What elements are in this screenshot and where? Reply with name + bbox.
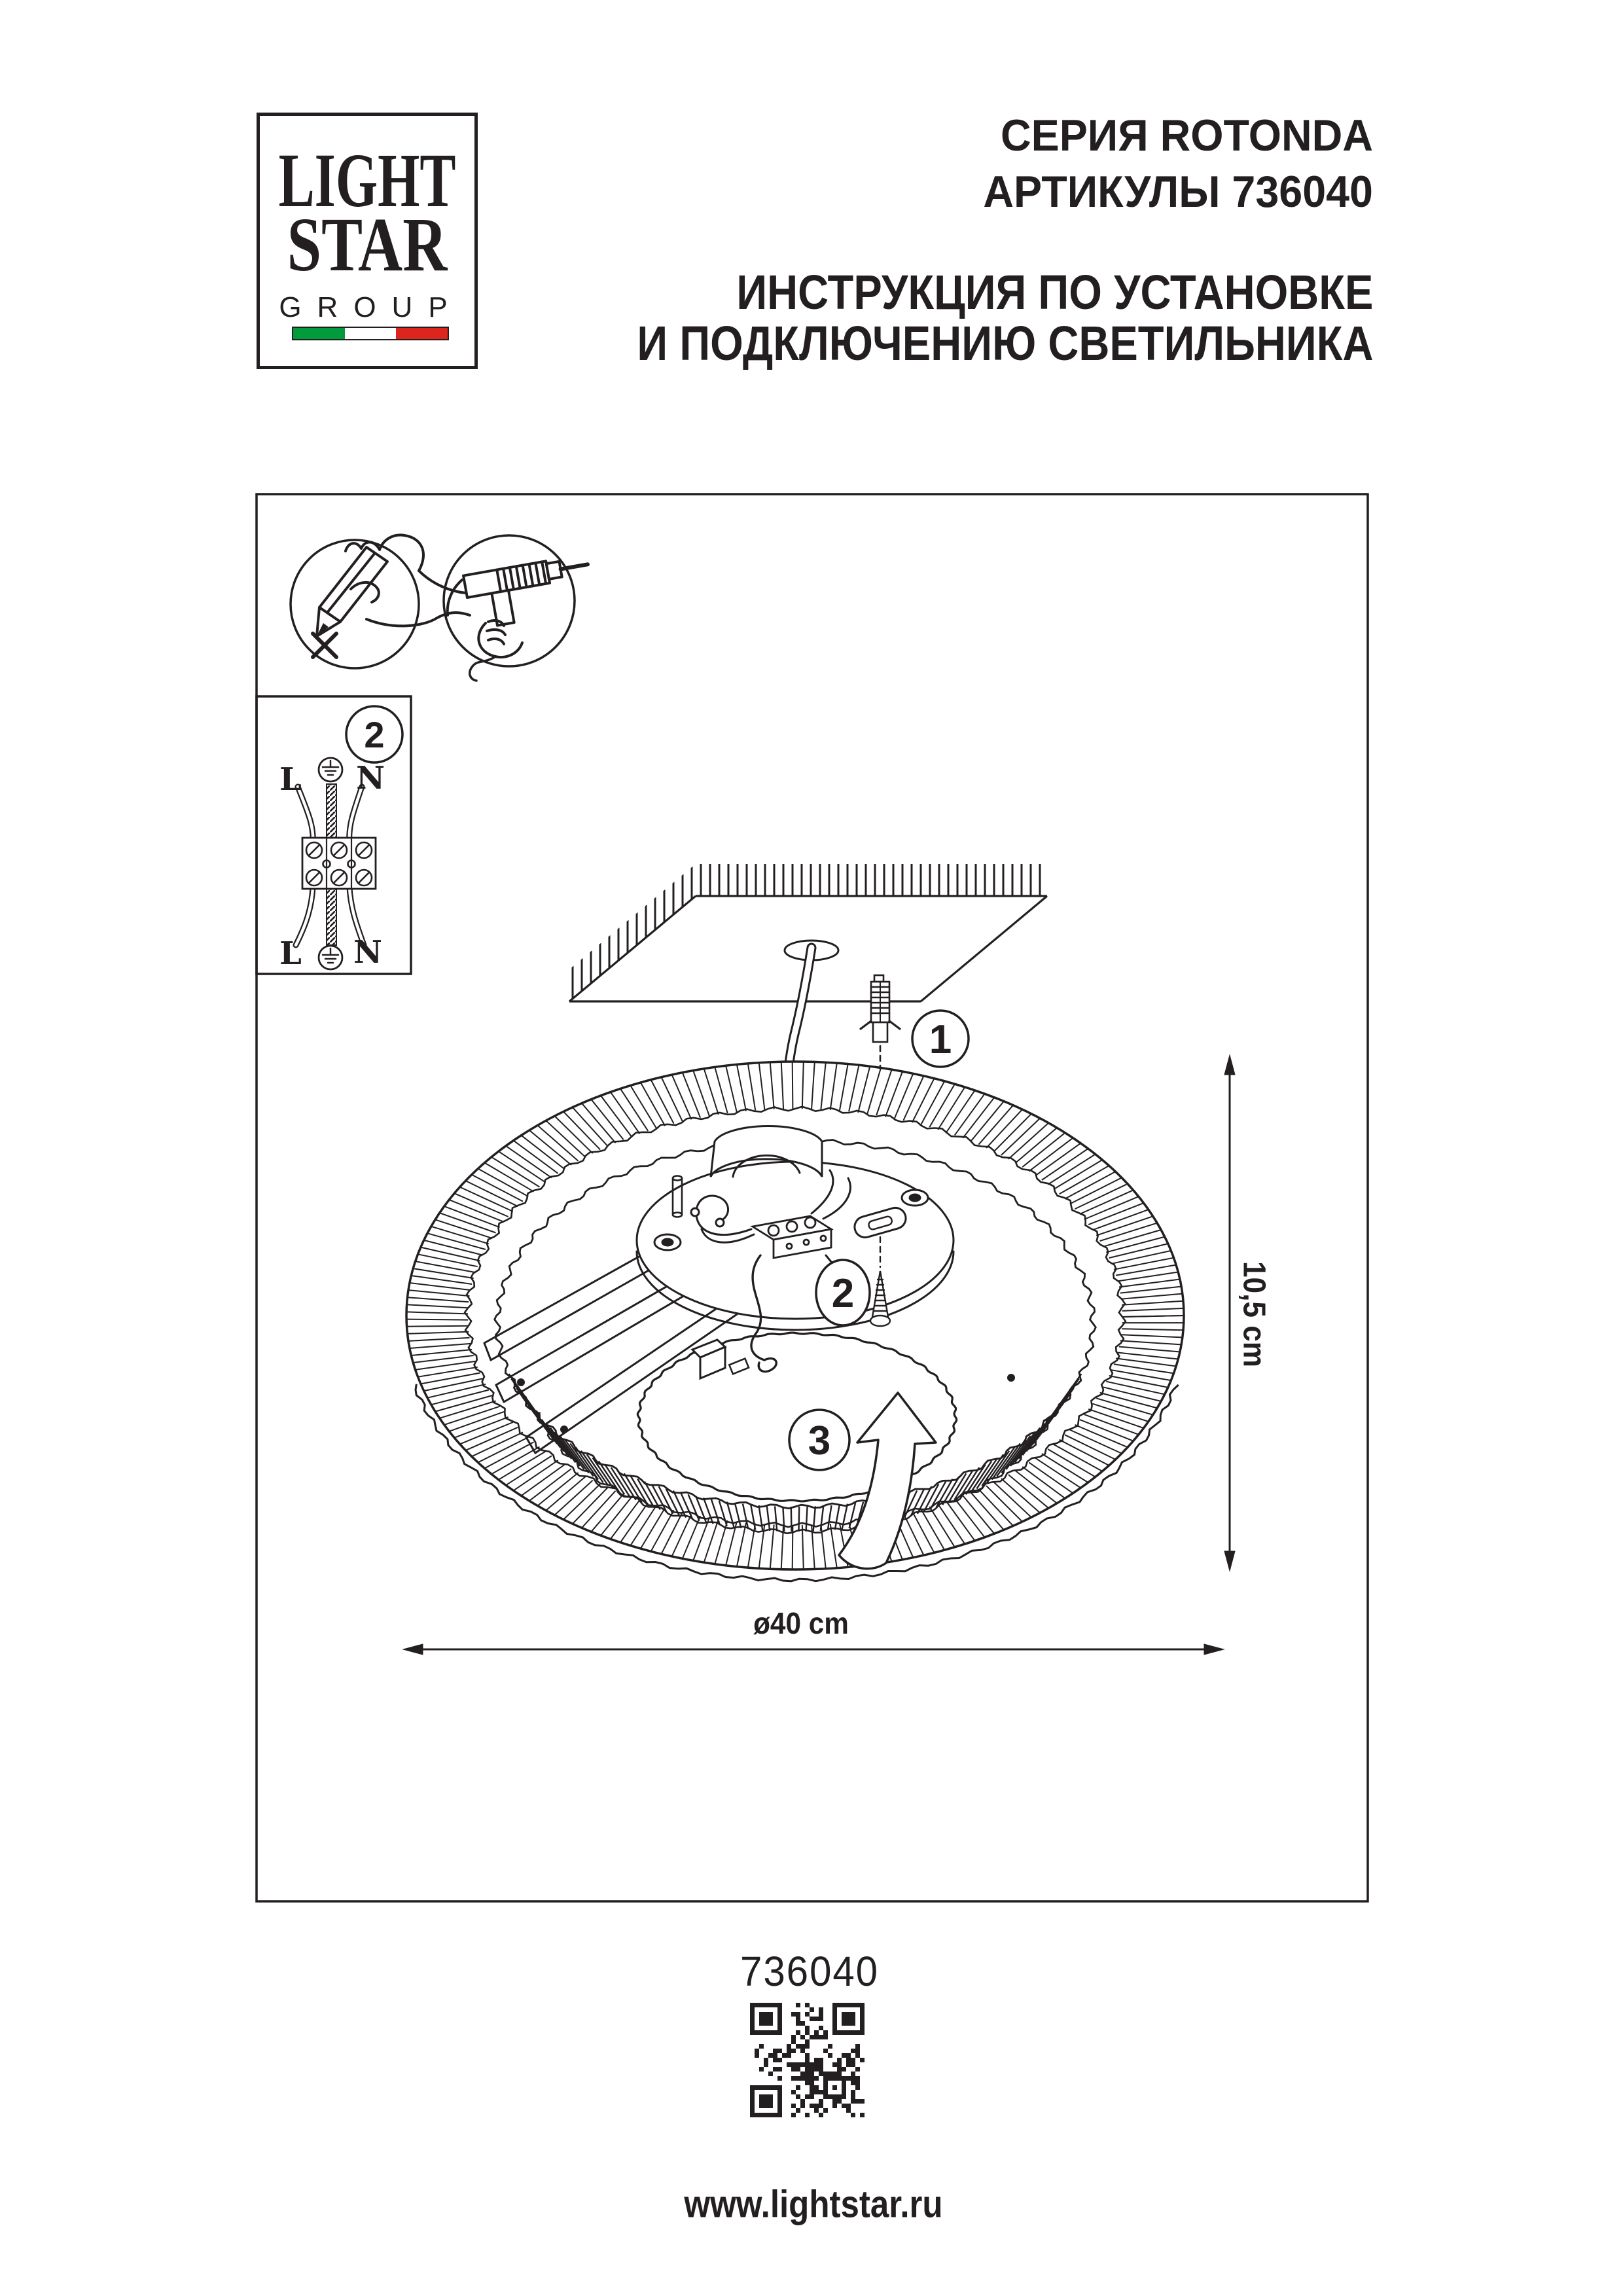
wiring-l-bottom-label: L	[279, 935, 302, 972]
website-url: www.lightstar.ru	[684, 2183, 943, 2226]
wiring-n-bottom-label: N	[353, 934, 382, 971]
mounting-screw-left	[654, 1234, 681, 1250]
step3-number: 3	[808, 1418, 831, 1463]
height-dimension	[1224, 1055, 1235, 1571]
flag-green-stripe	[293, 328, 345, 339]
height-dimension-label: 10,5 cm	[1236, 1261, 1272, 1368]
drill-icon	[444, 535, 596, 681]
flag-white-stripe	[345, 328, 397, 339]
ceiling-hatch-left	[569, 864, 696, 1001]
header-instruction-block	[637, 267, 1373, 369]
qr-code	[750, 2003, 865, 2117]
logo-light-text: LIGHT	[278, 137, 456, 223]
header-series-block	[983, 107, 1373, 220]
diameter-dimension-label: ø40 cm	[753, 1606, 849, 1640]
wiring-step-label: 2	[364, 714, 385, 755]
series-title: СЕРИЯ ROTONDA	[1000, 111, 1373, 160]
articles-title: АРТИКУЛЫ 736040	[983, 167, 1373, 217]
step2-number: 2	[831, 1271, 855, 1316]
wiring-n-top-label: N	[356, 760, 385, 797]
flag-red-stripe	[396, 328, 448, 339]
lightstar-logo	[257, 113, 478, 369]
article-number: 736040	[740, 1948, 880, 1995]
power-cable	[788, 948, 812, 1079]
logo-group-text: GROUP	[279, 291, 463, 323]
italian-flag-icon	[292, 327, 449, 340]
mounting-screw-right	[902, 1190, 928, 1206]
instruction-title-line2: И ПОДКЛЮЧЕНИЮ СВЕТИЛЬНИКА	[636, 316, 1373, 370]
step1-number: 1	[929, 1017, 952, 1062]
ground-symbol-bottom	[319, 946, 342, 969]
wiring-diagram	[257, 696, 411, 974]
logo-star-text: STAR	[287, 202, 448, 287]
wiring-l-top-label: L	[279, 761, 302, 798]
wall-plug	[861, 975, 900, 1069]
diameter-dimension	[403, 1644, 1224, 1655]
ground-wire	[327, 784, 336, 839]
terminal-block	[302, 838, 376, 889]
ceiling-hatch-top	[696, 864, 1047, 896]
ground-symbol-top	[319, 758, 342, 781]
instruction-title-line1: ИНСТРУКЦИЯ ПО УСТАНОВКЕ	[736, 265, 1373, 319]
